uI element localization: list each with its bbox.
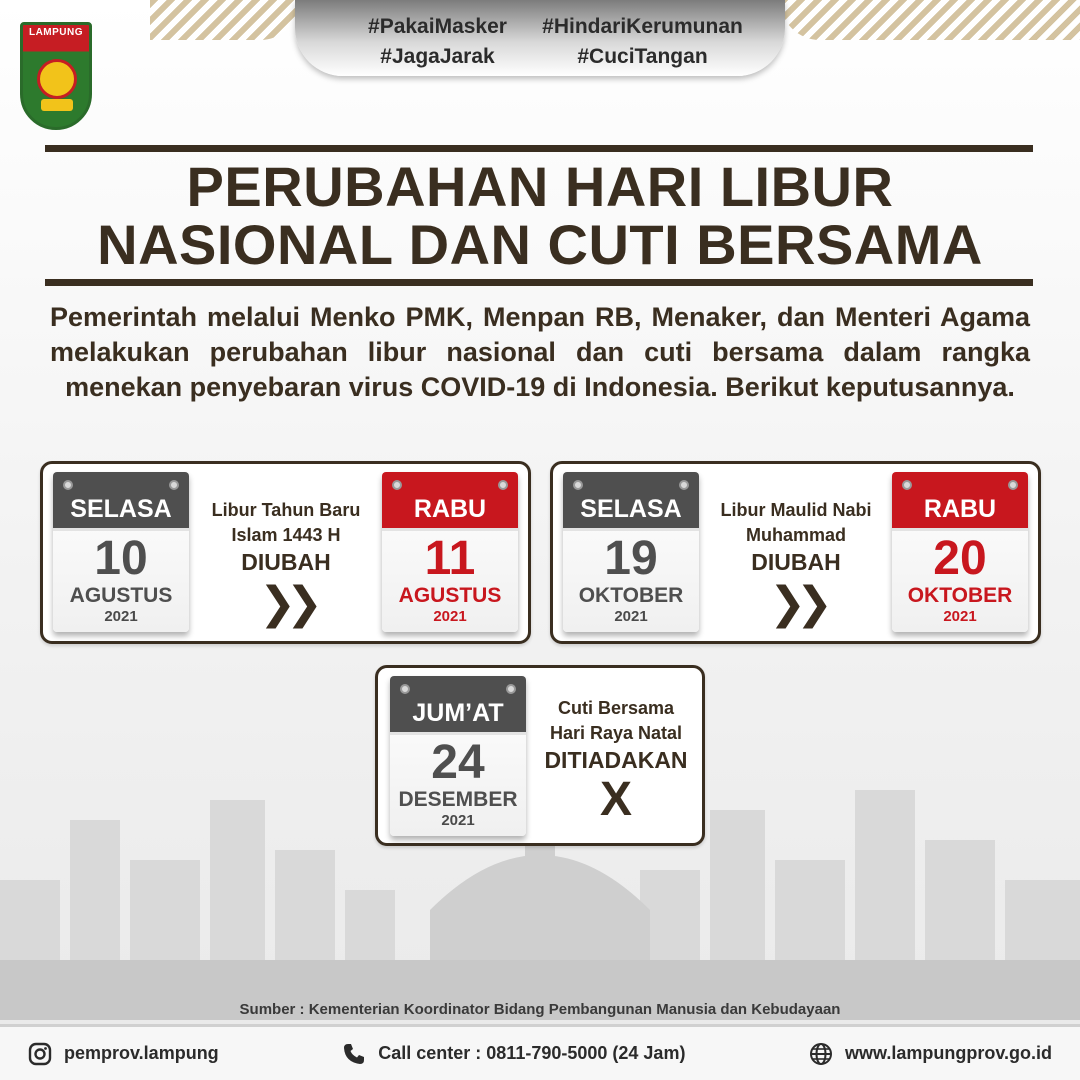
calendar-ring-icon: [679, 480, 689, 490]
calendar-year: 2021: [104, 608, 138, 625]
calendar-header: [382, 472, 518, 528]
call-center-text: Call center : 0811-790-5000 (24 Jam): [378, 1043, 686, 1063]
website-url: www.lampungprov.go.id: [845, 1043, 1052, 1063]
holiday-change-card-1: [40, 461, 531, 644]
top-left-ornament: [150, 0, 300, 40]
logo-emblem-icon: [37, 59, 77, 99]
description-line-2: Islam 1443 H: [231, 525, 341, 545]
calendar-header: [892, 472, 1028, 528]
instagram-icon: [28, 1042, 52, 1066]
calendar-day-name: SELASA: [580, 495, 682, 523]
calendar-day: 19: [604, 532, 658, 585]
intro-paragraph: Pemerintah melalui Menko PMK, Menpan RB, Menaker, dan Menteri Agama melakukan perubahan libur nasional dan cuti bersama dalam rangka menekan penyebaran virus COVID-19 di Indonesia. Berikut keputusannya.: [50, 302, 1030, 402]
instagram-handle: pemprov.lampung: [64, 1043, 219, 1063]
calendar-month: OKTOBER: [907, 584, 1013, 607]
calendar-day: 20: [933, 532, 987, 585]
calendar-ring-icon: [169, 480, 179, 490]
calendar-month: AGUSTUS: [398, 584, 502, 607]
calendar-year: 2021: [943, 608, 977, 625]
title-line-2: NASIONAL DAN CUTI BERSAMA: [97, 213, 983, 276]
calendar-ring-icon: [506, 684, 516, 694]
instagram-link[interactable]: [28, 1042, 219, 1066]
hashtag-pakai-masker: #PakaiMasker: [368, 15, 507, 38]
calendar-month: AGUSTUS: [69, 584, 173, 607]
cancel-action: DITIADAKAN: [544, 747, 688, 773]
change-description: [191, 498, 381, 626]
footer-bar: [0, 1024, 1080, 1080]
calendar-month: DESEMBER: [398, 788, 518, 811]
call-center-link[interactable]: [342, 1042, 685, 1066]
logo-text: LAMPUNG: [28, 27, 84, 38]
holiday-cancel-card: [375, 665, 705, 846]
hashtag-hindari-kerumunan: #HindariKerumunan: [542, 15, 743, 38]
lampung-logo: [20, 22, 92, 130]
hashtag-banner: [295, 0, 785, 76]
change-action: DIUBAH: [751, 549, 841, 575]
description-line-1: Libur Tahun Baru: [211, 500, 361, 520]
source-credit: Sumber : Kementerian Koordinator Bidang Pembangunan Manusia dan Kebudayaan: [239, 1001, 841, 1018]
calendar-ring-icon: [1008, 480, 1018, 490]
calendar-ring-icon: [902, 480, 912, 490]
calendar-header: [53, 472, 189, 528]
page-title: [0, 155, 1080, 276]
calendar-day-name: JUM’AT: [412, 699, 504, 727]
calendar-ring-icon: [573, 480, 583, 490]
calendar-body: [53, 528, 189, 627]
calendar-body: [390, 732, 526, 831]
calendar-year: 2021: [433, 608, 467, 625]
calendar-header: [390, 676, 526, 732]
calendar-ring-icon: [400, 684, 410, 694]
calendar-from: [53, 472, 189, 632]
calendar-cancelled: [390, 676, 526, 836]
calendar-header: [563, 472, 699, 528]
calendar-day: 24: [431, 736, 485, 789]
title-bottom-rule: [45, 279, 1033, 286]
change-action: DIUBAH: [241, 549, 331, 575]
calendar-to: [892, 472, 1028, 632]
website-link[interactable]: [809, 1042, 1052, 1066]
double-chevron-right-icon: ❯❯: [259, 579, 313, 628]
description-line-2: Muhammad: [745, 525, 846, 545]
hashtag-cuci-tangan: #CuciTangan: [577, 45, 708, 68]
double-chevron-right-icon: ❯❯: [769, 579, 823, 628]
cancel-description: [530, 696, 702, 824]
calendar-year: 2021: [614, 608, 648, 625]
description-line-1: Cuti Bersama: [557, 698, 675, 718]
calendar-year: 2021: [441, 812, 475, 829]
calendar-day: 11: [424, 532, 476, 585]
calendar-body: [382, 528, 518, 627]
change-description: [701, 498, 891, 626]
calendar-body: [563, 528, 699, 627]
logo-base-icon: [41, 99, 73, 111]
holiday-change-card-2: [550, 461, 1041, 644]
phone-icon: [342, 1042, 366, 1066]
calendar-day-name: RABU: [923, 495, 997, 523]
calendar-day: 10: [94, 532, 148, 585]
calendar-from: [563, 472, 699, 632]
calendar-day-name: SELASA: [70, 495, 172, 523]
calendar-ring-icon: [498, 480, 508, 490]
title-top-rule: [45, 145, 1033, 152]
top-right-ornament: [780, 0, 1080, 40]
title-line-1: PERUBAHAN HARI LIBUR: [186, 155, 894, 218]
calendar-day-name: RABU: [413, 495, 487, 523]
calendar-body: [892, 528, 1028, 627]
cross-icon: X: [599, 773, 632, 826]
calendar-ring-icon: [392, 480, 402, 490]
calendar-month: OKTOBER: [578, 584, 684, 607]
globe-icon: [809, 1042, 833, 1066]
hashtag-jaga-jarak: #JagaJarak: [380, 45, 495, 68]
calendar-to: [382, 472, 518, 632]
calendar-ring-icon: [63, 480, 73, 490]
description-line-1: Libur Maulid Nabi: [720, 500, 872, 520]
description-line-2: Hari Raya Natal: [549, 723, 683, 743]
